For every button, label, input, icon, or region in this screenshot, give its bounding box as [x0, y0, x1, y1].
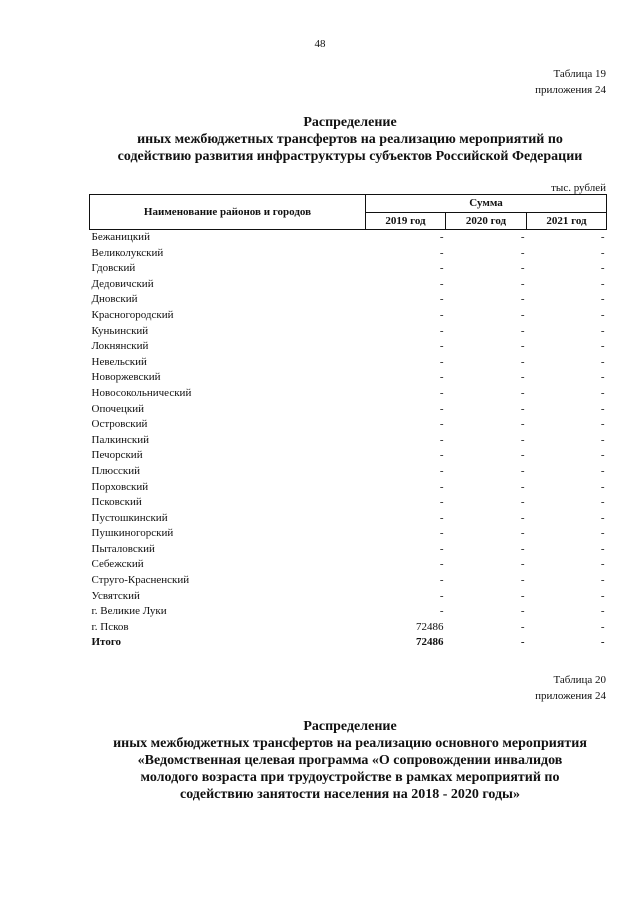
table-row [90, 355, 607, 371]
value-2021-cell: - [600, 386, 605, 399]
value-2021-cell: - [600, 324, 605, 337]
table-row [90, 604, 607, 620]
value-2021-cell: - [600, 402, 605, 415]
district-name-cell: Пушкиногорский [91, 527, 174, 540]
value-2019-cell: - [439, 418, 444, 431]
value-2021-cell: - [600, 574, 605, 587]
value-2020-cell: - [520, 558, 525, 571]
table-row [90, 620, 607, 636]
value-2019-cell: - [439, 355, 444, 368]
value-2020-cell: - [520, 542, 525, 555]
table19-title [60, 114, 640, 165]
column-header-2021: 2021 год [527, 212, 607, 230]
value-2021-cell: - [600, 511, 605, 524]
district-name-cell: Себежский [91, 558, 144, 571]
table-row [90, 370, 607, 386]
value-2021-cell: - [600, 308, 605, 321]
column-header-2020: 2020 год [446, 212, 527, 230]
district-name-cell: г. Великие Луки [91, 605, 167, 618]
table19-body [90, 230, 607, 652]
value-2020-cell: - [520, 402, 525, 415]
table-row [90, 480, 607, 496]
value-2019-cell: - [439, 511, 444, 524]
district-name-cell: Красногородский [91, 308, 174, 321]
district-name-cell: г. Псков [91, 620, 129, 633]
value-2020-cell: - [520, 340, 525, 353]
value-2021-cell: - [600, 277, 605, 290]
value-2019-cell: - [439, 433, 444, 446]
table19-ref-line2: приложения 24 [535, 84, 606, 96]
value-2020-cell: - [520, 246, 525, 259]
value-2019-cell: - [439, 574, 444, 587]
value-2020-cell: - [520, 511, 525, 524]
table-row [90, 464, 607, 480]
district-name-cell: Бежаницкий [91, 231, 150, 243]
table19-title-line: иных межбюджетных трансфертов на реализацию мероприятий по [137, 132, 563, 147]
table-row [90, 386, 607, 402]
value-2019-cell: 72486 [416, 636, 444, 649]
table-row [90, 277, 607, 293]
value-2020-cell: - [520, 324, 525, 337]
value-2021-cell: - [600, 558, 605, 571]
table20-ref-line2: приложения 24 [535, 690, 606, 702]
district-name-cell: Струго-Красненский [91, 574, 190, 587]
value-2019-cell: - [439, 605, 444, 618]
value-2019-cell: - [439, 246, 444, 259]
table-row [90, 557, 607, 573]
value-2019-cell: - [439, 527, 444, 540]
district-name-cell: Печорский [91, 449, 143, 462]
value-2021-cell: - [600, 620, 605, 633]
value-2019-cell: - [439, 277, 444, 290]
table20-title-line: молодого возраста при трудоустройстве в рамках мероприятий по [140, 770, 560, 785]
value-2020-cell: - [520, 449, 525, 462]
value-2019-cell: - [439, 402, 444, 415]
district-name-cell: Невельский [91, 355, 147, 368]
table20-title [60, 718, 640, 803]
district-name-cell: Новосокольнический [91, 386, 192, 399]
value-2020-cell: - [520, 277, 525, 290]
district-name-cell: Островский [91, 418, 148, 431]
district-name-cell: Порховский [91, 480, 149, 493]
district-name-cell: Пыталовский [91, 542, 155, 555]
table-row [90, 495, 607, 511]
table20-reference [535, 672, 606, 704]
table20-ref-line1: Таблица 20 [553, 674, 606, 686]
value-2019-cell: - [439, 371, 444, 384]
value-2021-cell: - [600, 293, 605, 306]
table-row [90, 292, 607, 308]
value-2021-cell: - [600, 636, 605, 649]
value-2021-cell: - [600, 527, 605, 540]
value-2020-cell: - [520, 620, 525, 633]
table-row [90, 433, 607, 449]
table-row [90, 308, 607, 324]
column-header-2019: 2019 год [366, 212, 446, 230]
value-2021-cell: - [600, 433, 605, 446]
district-name-cell: Пустошкинский [91, 511, 168, 524]
district-name-cell: Опочецкий [91, 402, 144, 415]
table19-distribution [89, 194, 607, 651]
value-2019-cell: - [439, 293, 444, 306]
table-row [90, 589, 607, 605]
value-2021-cell: - [600, 262, 605, 275]
value-2020-cell: - [520, 262, 525, 275]
district-name-cell: Великолукский [91, 246, 164, 259]
district-name-cell: Дновский [91, 293, 138, 306]
value-2021-cell: - [600, 589, 605, 602]
page-number: 48 [314, 38, 326, 50]
value-2020-cell: - [520, 464, 525, 477]
value-2019-cell: - [439, 558, 444, 571]
value-2020-cell: - [520, 293, 525, 306]
table19-title-line: содействию развития инфраструктуры субъектов Российской Федерации [117, 149, 583, 164]
table19-title-line: Распределение [303, 115, 397, 130]
value-2019-cell: - [439, 386, 444, 399]
value-2020-cell: - [520, 433, 525, 446]
value-2020-cell: - [520, 480, 525, 493]
value-2020-cell: - [520, 308, 525, 321]
table-row [90, 448, 607, 464]
table19-ref-line1: Таблица 19 [553, 68, 606, 80]
table-row [90, 417, 607, 433]
table19-reference [535, 66, 606, 98]
column-header-name: Наименование районов и городов [90, 195, 366, 230]
value-2021-cell: - [600, 371, 605, 384]
table20-title-line: «Ведомственная целевая программа «О сопровождении инвалидов [137, 753, 563, 768]
table20-title-line: содействию занятости населения на 2018 - 2020 годы» [180, 787, 520, 802]
value-2019-cell: - [439, 464, 444, 477]
value-2021-cell: - [600, 418, 605, 431]
table-row [90, 230, 607, 246]
table20-title-line: Распределение [303, 719, 397, 734]
value-2020-cell: - [520, 605, 525, 618]
district-name-cell: Палкинский [91, 433, 150, 446]
district-name-cell: Псковский [91, 496, 142, 509]
value-2021-cell: - [600, 480, 605, 493]
value-2021-cell: - [600, 355, 605, 368]
value-2020-cell: - [520, 636, 525, 649]
table19-units: тыс. рублей [551, 182, 606, 194]
value-2019-cell: - [439, 262, 444, 275]
district-name-cell: Куньинский [91, 324, 149, 337]
value-2021-cell: - [600, 340, 605, 353]
value-2019-cell: - [439, 324, 444, 337]
district-name-cell: Новоржевский [91, 371, 161, 384]
value-2019-cell: - [439, 308, 444, 321]
table-row [90, 542, 607, 558]
value-2019-cell: 72486 [416, 620, 444, 633]
table-row [90, 573, 607, 589]
table-row [90, 246, 607, 262]
table-row [90, 324, 607, 340]
value-2021-cell: - [600, 542, 605, 555]
value-2021-cell: - [600, 231, 605, 243]
table-row [90, 511, 607, 527]
district-name-cell: Локнянский [91, 340, 149, 353]
table20-title-line: иных межбюджетных трансфертов на реализацию основного мероприятия [113, 736, 587, 751]
district-name-cell: Усвятский [91, 589, 140, 602]
value-2019-cell: - [439, 589, 444, 602]
column-header-sum: Сумма [366, 195, 607, 213]
value-2021-cell: - [600, 449, 605, 462]
value-2020-cell: - [520, 386, 525, 399]
value-2020-cell: - [520, 355, 525, 368]
value-2019-cell: - [439, 449, 444, 462]
value-2020-cell: - [520, 574, 525, 587]
value-2020-cell: - [520, 418, 525, 431]
value-2020-cell: - [520, 231, 525, 243]
value-2019-cell: - [439, 542, 444, 555]
value-2020-cell: - [520, 371, 525, 384]
district-name-cell: Плюсский [91, 464, 141, 477]
value-2019-cell: - [439, 496, 444, 509]
table-row [90, 526, 607, 542]
table-row [90, 261, 607, 277]
value-2020-cell: - [520, 589, 525, 602]
district-name-cell: Итого [91, 636, 122, 649]
district-name-cell: Гдовский [91, 262, 136, 275]
value-2021-cell: - [600, 605, 605, 618]
value-2019-cell: - [439, 480, 444, 493]
district-name-cell: Дедовичский [91, 277, 154, 290]
value-2020-cell: - [520, 496, 525, 509]
table-row [90, 402, 607, 418]
total-row [90, 635, 607, 651]
table-row [90, 339, 607, 355]
value-2021-cell: - [600, 496, 605, 509]
value-2019-cell: - [439, 340, 444, 353]
value-2021-cell: - [600, 246, 605, 259]
value-2019-cell: - [439, 231, 444, 243]
value-2021-cell: - [600, 464, 605, 477]
value-2020-cell: - [520, 527, 525, 540]
